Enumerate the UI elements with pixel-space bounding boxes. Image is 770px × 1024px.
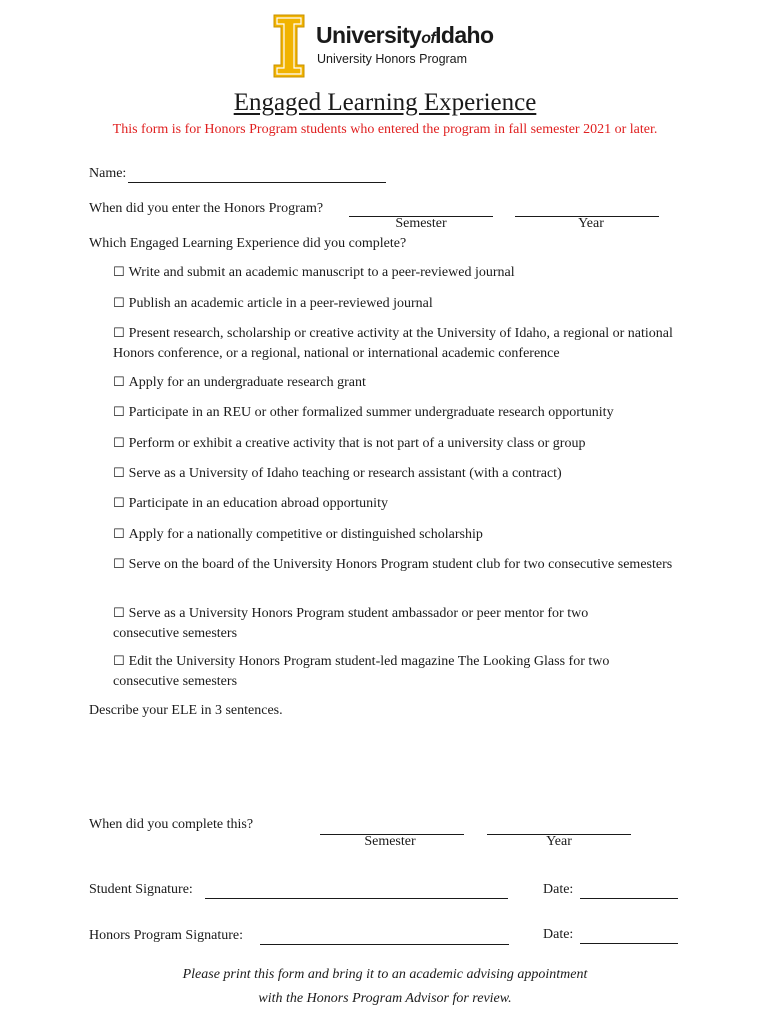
option-item[interactable]: ☐ Publish an academic article in a peer-reviewed journal bbox=[113, 296, 433, 311]
checkbox-icon: ☐ bbox=[113, 496, 125, 511]
option-item[interactable]: ☐ Participate in an education abroad opportunity bbox=[113, 496, 388, 511]
which-question: Which Engaged Learning Experience did you complete? bbox=[89, 236, 407, 251]
student-signature-field[interactable] bbox=[205, 898, 508, 899]
enter-year-label: Year bbox=[578, 216, 604, 231]
checkbox-icon: ☐ bbox=[113, 527, 125, 542]
form-title: Engaged Learning Experience bbox=[233, 89, 537, 116]
checkbox-icon: ☐ bbox=[113, 436, 125, 451]
honors-date-label: Date: bbox=[543, 927, 574, 942]
describe-area[interactable] bbox=[89, 725, 679, 810]
checkbox-icon: ☐ bbox=[113, 557, 125, 572]
eligibility-notice: This form is for Honors Program students who entered the program in fall semester 2021 or later. bbox=[112, 122, 658, 137]
option-item[interactable]: ☐ Present research, scholarship or creative activity at the University of Idaho, a regional or national Honors conference, or a regional, national or international academic conference bbox=[113, 326, 673, 361]
checkbox-icon: ☐ bbox=[113, 326, 125, 341]
complete-question: When did you complete this? bbox=[89, 817, 254, 832]
honors-date-field[interactable] bbox=[580, 943, 678, 944]
university-i-logo-icon bbox=[273, 14, 305, 78]
student-date-field[interactable] bbox=[580, 898, 678, 899]
option-item[interactable]: ☐ Write and submit an academic manuscript to a peer-reviewed journal bbox=[113, 265, 515, 280]
option-item[interactable]: ☐ Perform or exhibit a creative activity that is not part of a university class or group bbox=[113, 436, 586, 451]
option-item[interactable]: ☐ Serve as a University Honors Program student ambassador or peer mentor for two consecutive semesters bbox=[113, 606, 589, 641]
describe-label: Describe your ELE in 3 sentences. bbox=[89, 703, 283, 718]
complete-semester-label: Semester bbox=[364, 834, 416, 849]
checkbox-icon: ☐ bbox=[113, 405, 125, 420]
student-signature-label: Student Signature: bbox=[89, 882, 193, 897]
checkbox-icon: ☐ bbox=[113, 375, 125, 390]
student-date-label: Date: bbox=[543, 882, 574, 897]
option-item[interactable]: ☐ Apply for an undergraduate research grant bbox=[113, 375, 366, 390]
enter-semester-label: Semester bbox=[395, 216, 447, 231]
option-item[interactable]: ☐ Serve on the board of the University Honors Program student club for two consecutive semesters bbox=[113, 557, 673, 572]
checkbox-icon: ☐ bbox=[113, 466, 125, 481]
checkbox-icon: ☐ bbox=[113, 606, 125, 621]
option-item[interactable]: ☐ Participate in an REU or other formalized summer undergraduate research opportunity bbox=[113, 405, 614, 420]
option-item[interactable]: ☐ Apply for a nationally competitive or distinguished scholarship bbox=[113, 527, 483, 542]
checkbox-icon: ☐ bbox=[113, 654, 125, 669]
checkbox-icon: ☐ bbox=[113, 296, 125, 311]
footer-line-1: Please print this form and bring it to an academic advising appointment bbox=[182, 967, 588, 982]
logo-subtitle: University Honors Program bbox=[317, 52, 468, 66]
complete-year-label: Year bbox=[546, 834, 572, 849]
logo-wordmark: UniversityofIdaho bbox=[316, 22, 494, 48]
enter-question: When did you enter the Honors Program? bbox=[89, 201, 324, 216]
name-field[interactable] bbox=[128, 182, 386, 183]
option-item[interactable]: ☐ Edit the University Honors Program student-led magazine The Looking Glass for two consecutive semesters bbox=[113, 654, 610, 689]
option-item[interactable]: ☐ Serve as a University of Idaho teaching or research assistant (with a contract) bbox=[113, 466, 562, 481]
footer-line-2: with the Honors Program Advisor for review. bbox=[258, 991, 512, 1006]
honors-signature-label: Honors Program Signature: bbox=[89, 928, 243, 943]
checkbox-icon: ☐ bbox=[113, 265, 125, 280]
name-label: Name: bbox=[89, 166, 127, 181]
honors-signature-field[interactable] bbox=[260, 944, 509, 945]
